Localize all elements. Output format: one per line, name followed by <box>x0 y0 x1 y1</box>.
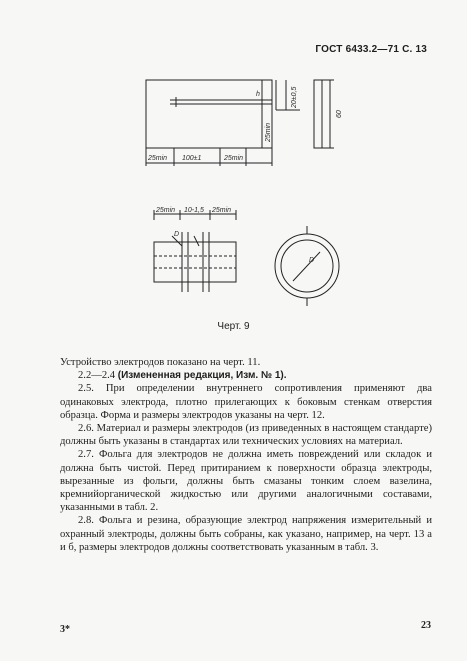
paragraph-2 <box>60 369 432 382</box>
dim-100: 100±1 <box>182 155 202 162</box>
paragraph-2-8: 2.8. Фольга и резина, образующие электрод напряжения измерительный и охранный электроды, должны быть собраны, как указано, например, на черт. 13 а и б, размеры электродов должны соответствовать указанным в табл. 3. <box>60 515 432 553</box>
dim-25min-vertical: 25min <box>265 122 272 142</box>
sample-plate <box>146 80 272 148</box>
dim-60: 60 <box>336 110 343 118</box>
dim-h: h <box>256 91 260 98</box>
paragraph-2-5: 2.5. При определении внутреннего сопротивления применяют два одинаковых электрода, плотно прилегающих к боковым стенкам отверстия образца. Форма и размеры электродов указаны на черт. 12. <box>60 383 432 421</box>
dim-D-ring: D <box>309 257 315 264</box>
paragraph-2-head: 2.2—2.4 <box>78 370 116 382</box>
cylinder-sample <box>154 242 236 282</box>
page-header: ГОСТ 6433.2—71 С. 13 <box>315 44 427 55</box>
dim-D-cylinder: D <box>174 231 180 238</box>
paragraph-2-6: 2.6. Материал и размеры электродов (из приведенных в настоящем стандарте) должны быть указаны в стандартах или технических условиях на материал. <box>60 423 432 448</box>
technical-drawing <box>0 0 467 330</box>
dim-top-25min-right: 25min <box>212 207 232 214</box>
dim-20: 20±0,5 <box>291 86 298 108</box>
paragraph-1: Устройство электродов показано на черт. 11. <box>60 357 261 368</box>
dim-25min-right: 25min <box>224 155 244 162</box>
dim-top-10: 10-1,5 <box>184 207 204 214</box>
page-number: 23 <box>421 620 431 631</box>
body-text <box>60 356 432 554</box>
footer-signature: 3* <box>60 624 70 635</box>
dim-25min-left: 25min <box>148 155 168 162</box>
paragraph-2-rest: (Измененная редакция, Изм. № 1). <box>117 370 287 382</box>
figure-caption: Черт. 9 <box>217 321 250 332</box>
dim-top-25min-left: 25min <box>156 207 176 214</box>
paragraph-2-7: 2.7. Фольга для электродов не должна иметь повреждений или складок и должна быть чистой. Перед притиранием к поверхности образца электроды, вырезанные из фольги, должны быть смазаны тонким слоем вазелина, кремнийорганической жидкостью или другими аналогичными составами, указанными в табл. 2. <box>60 449 432 514</box>
side-view <box>314 80 322 148</box>
